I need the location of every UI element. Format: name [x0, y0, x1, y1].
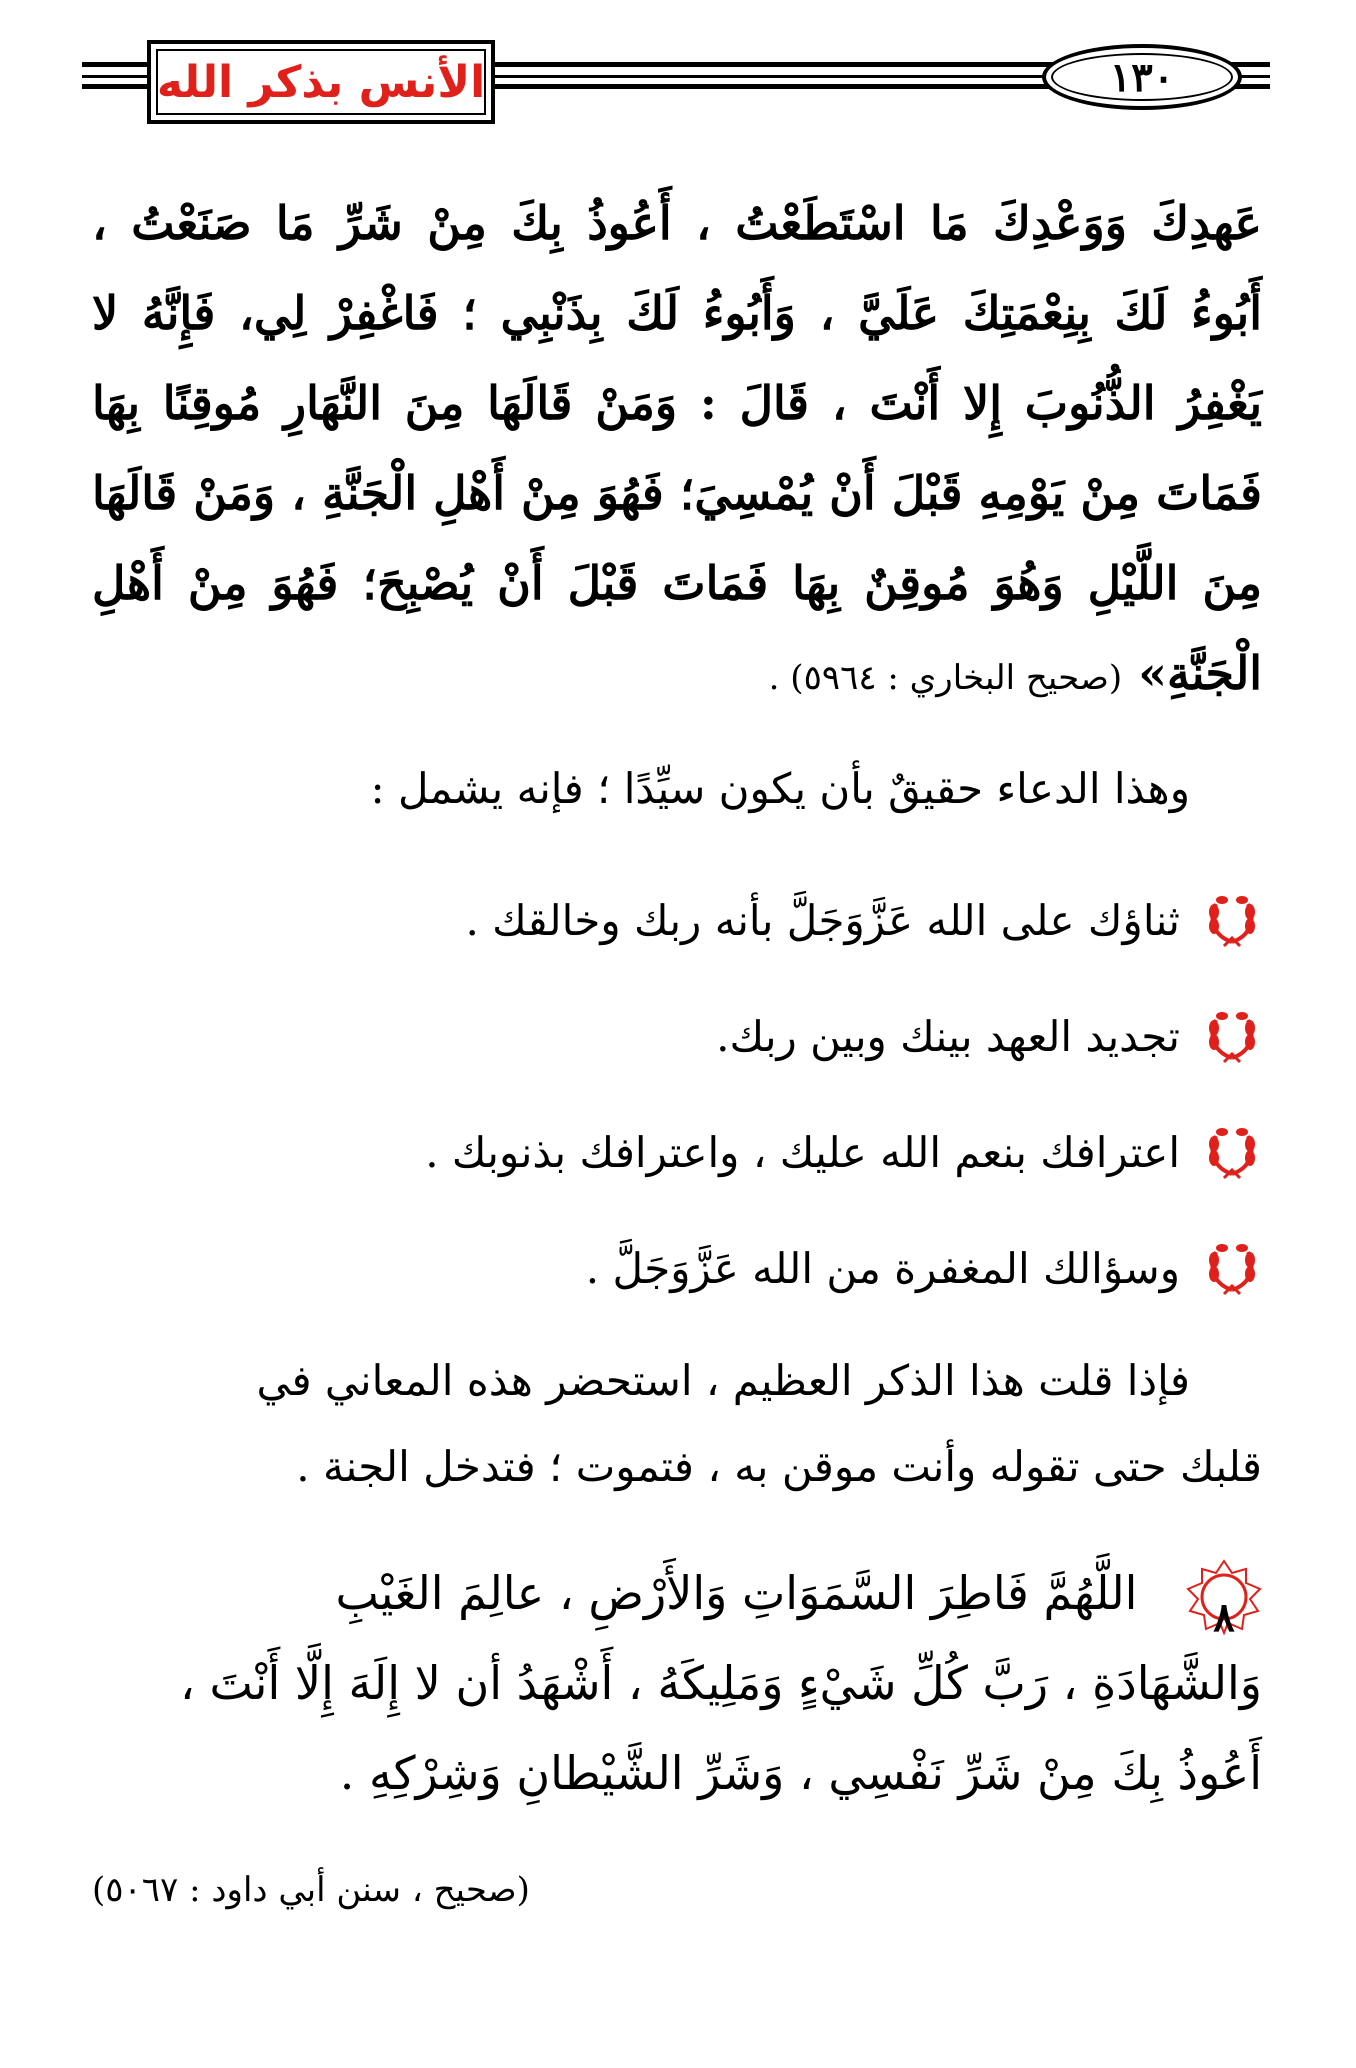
hadith-line: يَغْفِرُ الذُّنُوبَ إِلا أَنْتَ ، قَالَ : وَمَنْ قَالَهَا مِنَ النَّهَارِ مُوقِنًا بِهَا — [92, 376, 1262, 430]
dua-number-badge — [1186, 1559, 1262, 1641]
page-number-badge — [1042, 44, 1242, 110]
list-item-text: ثناؤك على الله عَزَّوَجَلَّ بأنه ربك وخالقك . — [465, 895, 1180, 945]
list-item-text: اعترافك بنعم الله عليك ، واعترافك بذنوبك . — [425, 1127, 1180, 1177]
paragraph-line: قلبك حتى تقوله وأنت موقن به ، فتموت ؛ فتدخل الجنة . — [296, 1442, 1262, 1491]
hadith-source: (صحيح البخاري : ٥٩٦٤) . — [768, 658, 1123, 698]
dua-source-row — [92, 1870, 1262, 1910]
hadith-line: عَهدِكَ وَوَعْدِكَ مَا اسْتَطَعْتُ ، أَعُوذُ بِكَ مِنْ شَرِّ مَا صَنَعْتُ ، — [92, 196, 1262, 250]
dua-line-2: وَالشَّهَادَةِ ، رَبَّ كُلِّ شَيْءٍ وَمَلِيكَهُ ، أَشْهَدُ أن لا إِلَهَ إِلَّا أَنْتَ ، — [180, 1656, 1262, 1710]
wreath-bullet-icon — [1202, 1006, 1262, 1066]
hadith-line: أَبُوءُ لَكَ بِنِعْمَتِكَ عَلَيَّ ، وَأَبُوءُ لَكَ بِذَنْبِي ؛ فَاغْفِرْ لِي، فَإِنَّهُ لا — [92, 286, 1262, 340]
dua-line — [92, 1548, 1262, 1641]
running-title: الأنس بذكر الله — [156, 56, 486, 108]
wreath-bullet-icon — [1202, 1238, 1262, 1298]
paragraph-line: فإذا قلت هذا الذكر العظيم ، استحضر هذه المعاني في — [256, 1356, 1190, 1405]
hadith-line: مِنَ اللَّيْلِ وَهُوَ مُوقِنٌ بِهَا فَمَاتَ قَبْلَ أَنْ يُصْبِحَ؛ فَهُوَ مِنْ أَهْلِ — [92, 556, 1262, 610]
list-item-text: تجديد العهد بينك وبين ربك. — [716, 1011, 1180, 1061]
page-number: ١٣٠ — [1109, 53, 1175, 101]
dua-number: ٨ — [1213, 1594, 1235, 1641]
list-item — [92, 1210, 1262, 1326]
list-item-text: وسؤالك المغفرة من الله عَزَّوَجَلَّ . — [585, 1243, 1180, 1293]
intro-line: وهذا الدعاء حقيقٌ بأن يكون سيِّدًا ؛ فإنه يشمل : — [370, 764, 1190, 813]
dua-line-3: أَعُوذُ بِكَ مِنْ شَرِّ نَفْسِي ، وَشَرِّ الشَّيْطانِ وَشِرْكِهِ . — [339, 1746, 1262, 1800]
hadith-text — [92, 178, 1262, 723]
intro-text — [92, 758, 1262, 820]
dua-source: (صحيح ، سنن أبي داود : ٥٠٦٧) — [92, 1870, 530, 1910]
wreath-bullet-icon — [1202, 1122, 1262, 1182]
dua-8 — [92, 1548, 1262, 1818]
reflection-paragraph — [92, 1338, 1262, 1510]
benefits-list — [92, 862, 1262, 1326]
wreath-bullet-icon — [1202, 890, 1262, 950]
list-item — [92, 862, 1262, 978]
hadith-ending: الْجَنَّةِ» — [1138, 646, 1262, 700]
list-item — [92, 1094, 1262, 1210]
hadith-last-line — [92, 628, 1262, 723]
dua-line-1: اللَّهُمَّ فَاطِرَ السَّمَوَاتِ وَالأَرْضِ ، عالِمَ الغَيْبِ — [335, 1566, 1138, 1620]
running-title-box — [147, 40, 495, 124]
hadith-line: فَمَاتَ مِنْ يَوْمِهِ قَبْلَ أَنْ يُمْسِيَ؛ فَهُوَ مِنْ أَهْلِ الْجَنَّةِ ، وَمَنْ قَالَهَا — [92, 466, 1262, 520]
list-item — [92, 978, 1262, 1094]
